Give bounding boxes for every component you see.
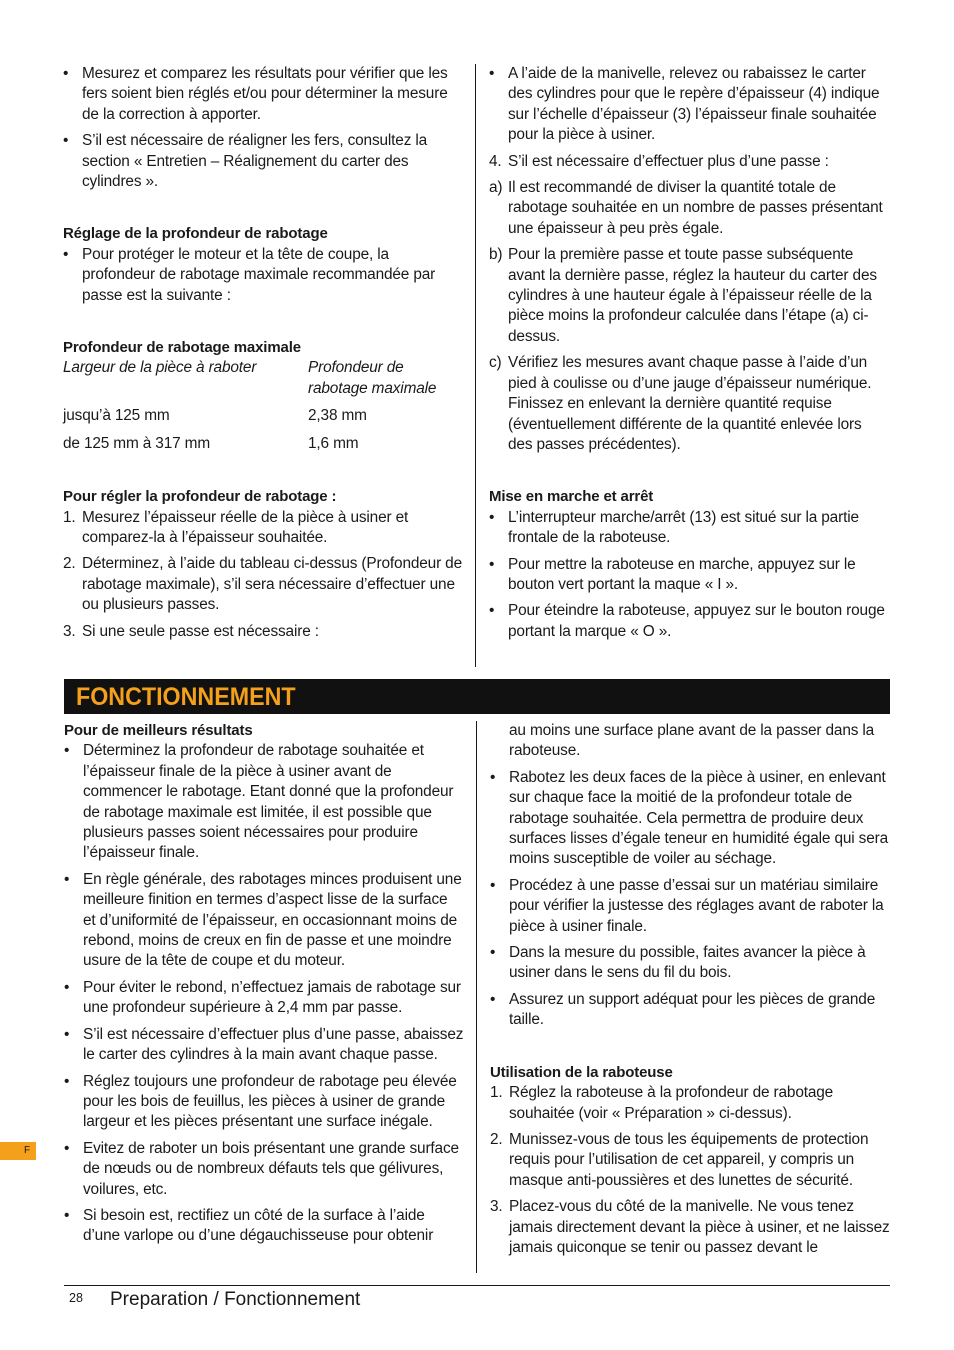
list-item: • Assurez un support adéquat pour les pièces de grande taille.: [490, 990, 892, 1031]
table-cell: jusqu’à 125 mm: [63, 407, 170, 425]
column-divider: [475, 64, 476, 667]
column-divider: [476, 721, 477, 1273]
list-item: • Mesurez et comparez les résultats pour vérifier que les fers soient bien réglés et/ou pour déterminer la mesure de la correction à apporter.: [63, 64, 463, 125]
lettered-item: b) Pour la première passe et toute passe subséquente avant la dernière passe, réglez la hauteur du carter des cylindres à une hauteur égale à l’épaisseur réelle de la pièce moins la profondeur calculée dans l’étape (a) ci-dessus.: [489, 246, 877, 345]
section-banner: [64, 679, 890, 714]
list-item: • Pour mettre la raboteuse en marche, appuyez sur le bouton vert portant la maque « I ».: [489, 555, 890, 596]
table-cell: de 125 mm à 317 mm: [63, 434, 210, 452]
lettered-item: c) Vérifiez les mesures avant chaque passe à l’aide d’un pied à coulisse ou d’une jauge d’épaisseur numérique. Finissez en enlevant la dernière quantité requise (éventuellement différente de la quantité enlevée lors des passes précédentes).: [489, 354, 872, 453]
numbered-item: 2. Déterminez, à l’aide du tableau ci-dessus (Profondeur de rabotage maximale), s’il sera nécessaire d’effectuer une ou plusieurs passes.: [63, 555, 463, 614]
item-number: 3.: [63, 622, 76, 640]
language-tab-label: F: [24, 1145, 31, 1156]
item-number: 1.: [490, 1084, 503, 1102]
numbered-item: 1. Mesurez l’épaisseur réelle de la pièce à usiner et comparez-la à l’épaisseur souhaitée.: [63, 508, 409, 546]
top-left-column: [63, 64, 463, 648]
page-number: 28: [69, 1291, 83, 1305]
table-header: Profondeur de rabotage maximale: [308, 359, 437, 397]
list-item: • Réglez toujours une profondeur de rabotage peu élevée pour les bois de feuillus, les pièces à usiner de grande largeur et les pièces présentant une surface inégale.: [64, 1072, 464, 1133]
footer-rule: [64, 1285, 890, 1286]
table-cell: 2,38 mm: [308, 407, 367, 425]
item-number: 2.: [490, 1130, 503, 1148]
lettered-item: a) Il est recommandé de diviser la quantité totale de rabotage souhaitée en un nombre de passes présentant une épaisseur à peu près égale.: [489, 179, 883, 237]
numbered-item: 4. S’il est nécessaire d’effectuer plus d’une passe :: [489, 152, 890, 172]
list-item: • A l’aide de la manivelle, relevez ou rabaissez le carter des cylindres pour que le repère d’épaisseur (4) indique sur l’échelle d’épaisseur (3) l’épaisseur finale souhaitée pour la pièce à usiner.: [489, 64, 890, 146]
numbered-item: 2. Munissez-vous de tous les équipements de protection requis pour l’utilisation de cet appareil, y compris un masque anti-poussières et des lunettes de sécurité.: [490, 1130, 869, 1189]
section-heading: Pour de meilleurs résultats: [64, 722, 253, 739]
list-item: • Evitez de raboter un bois présentant une grande surface de nœuds ou de nombreux défauts tels que gélivures, voilures, etc.: [64, 1139, 464, 1200]
section-heading: Utilisation de la raboteuse: [490, 1063, 673, 1081]
list-item: • Dans la mesure du possible, faites avancer la pièce à usiner dans le sens du fil du bois.: [490, 943, 892, 984]
list-item: • Pour éviter le rebond, n’effectuez jamais de rabotage sur une profondeur supérieure à 2,4 mm par passe.: [64, 978, 464, 1019]
list-item: • Rabotez les deux faces de la pièce à usiner, en enlevant sur chaque face la moitié de la profondeur totale de rabotage souhaitée. Cela permettra de produire deux surfaces lisses d’égale teneur en humidité égale qui sera moins susceptible de voiler au séchage.: [490, 768, 892, 870]
list-item: • Pour éteindre la raboteuse, appuyez sur le bouton rouge portant la marque « O ».: [489, 601, 890, 642]
numbered-item: 3. Placez-vous du côté de la manivelle. Ne vous tenez jamais directement devant la pièce à usiner, et ne laissez jamais quiconque se tenir ou passez devant le: [490, 1198, 890, 1256]
list-item: • Si besoin est, rectifiez un côté de la surface à l’aide d’une varlope ou d’une dégauchisseuse pour obtenir: [64, 1206, 464, 1247]
table-row: [63, 434, 463, 461]
section-heading: Mise en marche et arrêt: [489, 488, 654, 506]
item-letter: b): [489, 246, 503, 264]
banner-title: FONCTIONNEMENT: [76, 683, 296, 711]
list-item: • S’il est nécessaire d’effectuer plus d’une passe, abaissez le carter des cylindres à la main avant chaque passe.: [64, 1025, 464, 1066]
top-right-column: [489, 64, 890, 648]
list-item: • Déterminez la profondeur de rabotage souhaitée et l’épaisseur finale de la pièce à usiner avant de commencer le rabotage. Etant donné que la profondeur de rabotage maximale est limitée, il est possible que plusieurs passes soient nécessaires pour produire l’épaisseur finale.: [64, 741, 464, 863]
footer-title: Preparation / Fonctionnement: [110, 1289, 361, 1310]
bottom-right-column: [490, 721, 892, 1264]
table-row: [63, 406, 463, 433]
bottom-left-column: [64, 721, 464, 1253]
table-cell: 1,6 mm: [308, 434, 359, 452]
list-item: • S’il est nécessaire de réaligner les fers, consultez la section « Entretien – Réalignement du carter des cylindres ».: [63, 131, 463, 192]
section-heading: Profondeur de rabotage maximale: [63, 339, 301, 357]
list-item: • En règle générale, des rabotages minces produisent une meilleure finition en termes d’aspect lisse de la surface et d’uniformité de l’épaisseur, en occasionnant moins de rebond, moins de creux en fin de passe et une moindre usure de la tête de coupe et du moteur.: [64, 870, 464, 972]
item-number: 4.: [489, 152, 502, 170]
item-letter: a): [489, 179, 503, 197]
table-header: Largeur de la pièce à raboter: [63, 359, 257, 377]
item-letter: c): [489, 354, 502, 372]
list-item: • Pour protéger le moteur et la tête de coupe, la profondeur de rabotage maximale recommandée par passe est la suivante :: [63, 245, 463, 306]
language-tab: [0, 1142, 36, 1160]
list-item: • Procédez à une passe d’essai sur un matériau similaire pour vérifier la justesse des réglages avant de raboter la pièce à usiner finale.: [490, 876, 892, 937]
section-heading: Réglage de la profondeur de rabotage: [63, 225, 328, 243]
item-number: 2.: [63, 555, 76, 573]
item-number: 3.: [490, 1198, 503, 1216]
item-number: 1.: [63, 508, 76, 526]
table-header-row: [63, 358, 463, 406]
numbered-item: 1. Réglez la raboteuse à la profondeur de rabotage souhaitée (voir « Préparation » ci-dessus).: [490, 1084, 834, 1122]
section-heading: Pour régler la profondeur de rabotage :: [63, 488, 337, 506]
list-item: • L’interrupteur marche/arrêt (13) est situé sur la partie frontale de la raboteuse.: [489, 508, 890, 549]
numbered-item: 3. Si une seule passe est nécessaire :: [63, 622, 463, 642]
depth-table: [63, 358, 463, 461]
continued-text: au moins une surface plane avant de la passer dans la raboteuse.: [509, 722, 875, 760]
